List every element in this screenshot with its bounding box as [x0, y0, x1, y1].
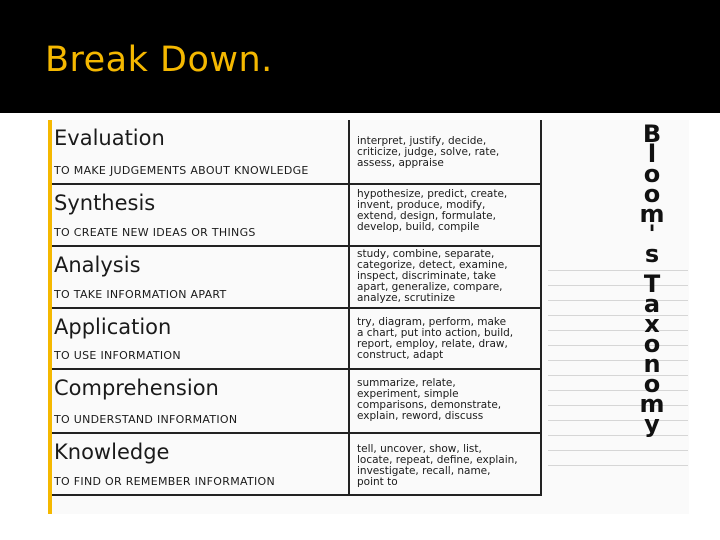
level-description: TO UNDERSTAND INFORMATION: [54, 413, 238, 426]
column-divider: [348, 120, 350, 183]
title-bar: [0, 0, 720, 113]
level-description: TO TAKE INFORMATION APART: [54, 288, 227, 301]
slide-title: Break Down.: [45, 40, 273, 80]
vertical-title-blooms-taxonomy: [622, 120, 682, 456]
level-row-comprehension: [52, 370, 542, 434]
vertical-title-char: m: [639, 200, 665, 228]
level-row-knowledge: [52, 434, 542, 496]
column-divider: [348, 434, 350, 494]
level-name: Knowledge: [54, 440, 170, 464]
column-divider: [348, 185, 350, 245]
level-description: TO FIND OR REMEMBER INFORMATION: [54, 475, 276, 488]
level-name: Application: [54, 315, 172, 339]
level-verbs: try, diagram, perform, make a chart, put into action, build, report, employ, relate, draw, construct, adapt: [357, 316, 514, 361]
level-row-application: [52, 309, 542, 370]
level-name: Analysis: [54, 253, 141, 277]
level-verbs: study, combine, separate, categorize, detect, examine, inspect, discriminate, take apart, generalize, compare, analyze, scrutinize: [357, 248, 508, 304]
vertical-title-char: a: [643, 290, 661, 318]
vertical-title-char: x: [644, 310, 660, 338]
level-verbs: hypothesize, predict, create, invent, produce, modify, extend, design, formulate, develop, build, compile: [357, 188, 508, 233]
level-row-evaluation: [52, 120, 542, 185]
level-verbs: summarize, relate, experiment, simple comparisons, demonstrate, explain, reword, discuss: [357, 377, 502, 422]
vertical-title-char: o: [643, 370, 661, 398]
vertical-title-char: B: [642, 120, 662, 148]
vertical-title-char: s: [644, 240, 660, 268]
vertical-title-char: n: [643, 350, 661, 378]
vertical-title-char: l: [647, 140, 657, 168]
level-description: TO CREATE NEW IDEAS OR THINGS: [54, 226, 256, 239]
level-verbs: interpret, justify, decide, criticize, judge, solve, rate, assess, appraise: [357, 135, 500, 169]
level-name: Synthesis: [54, 191, 156, 215]
level-description: TO USE INFORMATION: [54, 349, 181, 362]
vertical-title-char: o: [643, 180, 661, 208]
level-verbs: tell, uncover, show, list, locate, repeat, define, explain, investigate, recall, name, point to: [357, 443, 518, 488]
level-description: TO MAKE JUDGEMENTS ABOUT KNOWLEDGE: [54, 164, 309, 177]
level-row-synthesis: [52, 185, 542, 247]
column-divider: [348, 370, 350, 432]
level-row-analysis: [52, 247, 542, 309]
level-name: Evaluation: [54, 126, 165, 150]
vertical-title-char: o: [643, 160, 661, 188]
vertical-title-char: o: [643, 330, 661, 358]
blooms-taxonomy-diagram: [52, 120, 689, 514]
level-name: Comprehension: [54, 376, 219, 400]
vertical-title-char: y: [644, 410, 660, 438]
vertical-title-char: ': [648, 220, 656, 248]
column-divider: [348, 309, 350, 368]
column-divider: [348, 247, 350, 307]
vertical-title-char: m: [639, 390, 665, 418]
vertical-title-char: T: [643, 270, 661, 298]
